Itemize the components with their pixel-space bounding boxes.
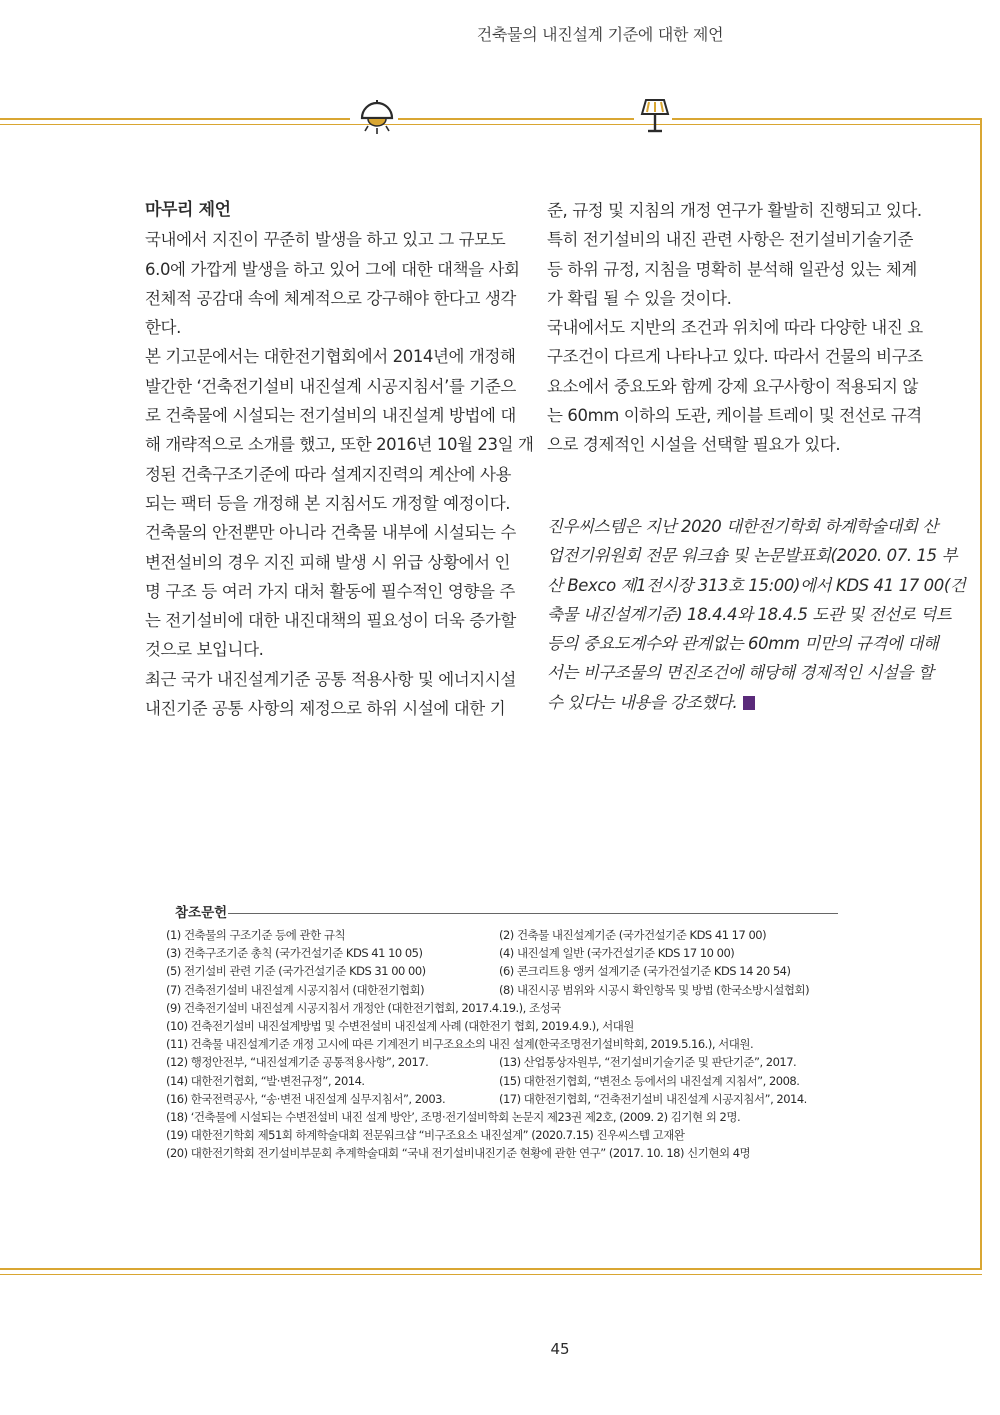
- reference-item: (20) 대한전기학회 전기설비부문회 추계학술대회 “국내 전기설비내진기준 현황에 관한 연구” (2017. 10. 18) 신기현외 4명: [166, 1146, 751, 1161]
- reference-item: (16) 한국전력공사, “송·변전 내진설계 실무지침서”, 2003.: [166, 1091, 446, 1106]
- header-rule-thin: [0, 124, 982, 125]
- section-heading: 마무리 제언: [145, 200, 231, 220]
- frame-right-edge: [980, 118, 982, 1270]
- reference-item: (1) 건축물의 구조기준 등에 관한 규칙: [166, 928, 346, 942]
- reference-item: (2) 건축물 내진설계기준 (국가건설기준 KDS 41 17 00): [499, 928, 767, 942]
- article-end-mark-icon: [743, 696, 755, 710]
- reference-row: [166, 1017, 866, 1035]
- paragraph-line: 는 60mm 이하의 도관, 케이블 트레이 및 전선로 규격: [547, 406, 922, 426]
- reference-row: [166, 1053, 866, 1071]
- reference-item: (15) 대한전기협회, “변전소 등에서의 내진설계 지침서”, 2008.: [499, 1073, 800, 1088]
- reference-row: [166, 999, 866, 1017]
- article-left-column: [145, 196, 534, 723]
- reference-item: (14) 대한전기협회, “발·변전규정”, 2014.: [166, 1073, 365, 1088]
- reference-item: (18) ‘건축물에 시설되는 수변전설비 내진 설계 방안’, 조명·전기설비학회 논문지 제23권 제2호, (2009. 2) 김기현 외 2명.: [166, 1109, 741, 1124]
- paragraph-line: 가 확립 될 수 있을 것이다.: [547, 288, 732, 308]
- reference-item: (10) 건축전기설비 내진설계방법 및 수변전설비 내진설계 사례 (대한전기 협회, 2019.4.9.), 서대원: [166, 1018, 634, 1033]
- note-line: 축물 내진설계기준) 18.4.4와 18.4.5 도관 및 전선로 덕트: [547, 604, 952, 624]
- reference-item: (9) 건축전기설비 내진설계 시공지침서 개정안 (대한전기협회, 2017.4.19.), 조성국: [166, 1000, 561, 1015]
- reference-row: [166, 1108, 866, 1126]
- paragraph-line: 으로 경제적인 시설을 선택할 필요가 있다.: [547, 435, 841, 455]
- paragraph-line: 전체적 공감대 속에 체계적으로 강구해야 한다고 생각: [145, 288, 516, 308]
- paragraph-line: 등 하위 규정, 지침을 명확히 분석해 일관성 있는 체계: [547, 259, 917, 279]
- page-number: 45: [550, 1340, 570, 1358]
- paragraph-line: 건축물의 안전뿐만 아니라 건축물 내부에 시설되는 수: [145, 523, 516, 543]
- reference-item: (11) 건축물 내진설계기준 개정 고시에 따른 기계전기 비구조요소의 내진 설계(한국조명전기설비학회, 2019.5.16.), 서대원.: [166, 1037, 754, 1052]
- note-line: 산 Bexco 제1전시장 313호 15:00)에서 KDS 41 17 00(건: [547, 575, 966, 595]
- reference-row: [166, 1035, 866, 1053]
- paragraph-line: 본 기고문에서는 대한전기협회에서 2014년에 개정해: [145, 347, 516, 367]
- header-rule-middle: [398, 118, 634, 120]
- reference-item: (4) 내진설계 일반 (국가건설기준 KDS 17 10 00): [499, 946, 735, 961]
- paragraph-line: 국내에서도 지반의 조건과 위치에 따라 다양한 내진 요: [547, 318, 923, 338]
- reference-item: (5) 전기설비 관련 기준 (국가건설기준 KDS 31 00 00): [166, 964, 426, 979]
- note-line: 진우씨스템은 지난 2020 대한전기학회 하계학술대회 산: [547, 517, 938, 536]
- paragraph-line: 는 전기설비에 대한 내진대책의 필요성이 더욱 증가할: [145, 611, 516, 631]
- reference-item: (7) 건축전기설비 내진설계 시공지침서 (대한전기협회): [166, 982, 425, 997]
- references-list: [166, 926, 866, 1162]
- paragraph-line: 해 개략적으로 소개를 했고, 또한 2016년 10월 23일 개: [145, 435, 534, 455]
- paragraph-line: 국내에서 지진이 꾸준히 발생을 하고 있고 그 규모도: [145, 230, 506, 250]
- paragraph-line: 정된 건축구조기준에 따라 설계지진력의 계산에 사용: [145, 464, 512, 484]
- table-lamp-icon: [638, 96, 672, 136]
- reference-item: (6) 콘크리트용 앵커 설계기준 (국가건설기준 KDS 14 20 54): [499, 964, 791, 979]
- reference-item: (3) 건축구조기준 총칙 (국가건설기준 KDS 41 10 05): [166, 946, 423, 961]
- references-rule: [228, 913, 838, 914]
- reference-row: [166, 962, 866, 980]
- reference-row: [166, 981, 866, 999]
- header-rule-left: [0, 118, 350, 120]
- paragraph-line: 되는 팩터 등을 개정해 본 지침서도 개정할 예정이다.: [145, 493, 511, 513]
- reference-row: [166, 944, 866, 962]
- paragraph-line: 발간한 ‘건축전기설비 내진설계 시공지침서’를 기준으: [145, 376, 516, 396]
- reference-item: (8) 내진시공 범위와 시공시 확인항목 및 방법 (한국소방시설협회): [499, 982, 810, 997]
- note-line: 서는 비구조물의 면진조건에 해당해 경제적인 시설을 할: [547, 663, 934, 683]
- reference-item: (13) 산업통상자원부, “전기설비기술기준 및 판단기준”, 2017.: [499, 1055, 797, 1070]
- note-line: 수 있다는 내용을 강조했다.: [547, 692, 738, 712]
- paragraph-line: 내진기준 공통 사항의 제정으로 하위 시설에 대한 기: [145, 699, 506, 719]
- ceiling-lamp-icon: [356, 98, 398, 138]
- paragraph-line: 최근 국가 내진설계기준 공통 적용사항 및 에너지시설: [145, 669, 516, 689]
- paragraph-line: 로 건축물에 시설되는 전기설비의 내진설계 방법에 대: [145, 406, 516, 426]
- reference-row: [166, 1144, 866, 1162]
- reference-row: [166, 1090, 866, 1108]
- reference-row: [166, 1126, 866, 1144]
- note-line: 업전기위원회 전문 워크숍 및 논문발표회(2020. 07. 15 부: [547, 546, 958, 566]
- article-note: [547, 512, 966, 717]
- header-rule-right: [672, 118, 982, 120]
- paragraph-line: 명 구조 등 여러 가지 대처 활동에 필수적인 영향을 주: [145, 581, 515, 601]
- reference-item: (17) 대한전기협회, “건축전기설비 내진설계 시공지침서”, 2014.: [499, 1091, 807, 1106]
- paragraph-line: 요소에서 중요도와 함께 강제 요구사항이 적용되지 않: [547, 376, 918, 396]
- paragraph-line: 특히 전기설비의 내진 관련 사항은 전기설비기술기준: [547, 230, 914, 250]
- paragraph-line: 한다.: [145, 318, 181, 338]
- paragraph-line: 구조건이 다르게 나타나고 있다. 따라서 건물의 비구조: [547, 347, 923, 367]
- page-header-title: 건축물의 내진설계 기준에 대한 제언: [476, 25, 724, 44]
- paragraph-line: 변전설비의 경우 지진 피해 발생 시 위급 상황에서 인: [145, 552, 511, 572]
- reference-item: (19) 대한전기학회 제51회 하계학술대회 전문워크샵 “비구조요소 내진설계” (2020.7.15) 진우씨스템 고재완: [166, 1128, 685, 1143]
- paragraph-line: 것으로 보입니다.: [145, 640, 264, 660]
- note-line: 등의 중요도계수와 관계없는 60mm 미만의 규격에 대해: [547, 634, 939, 654]
- reference-item: (12) 행정안전부, “내진설계기준 공통적용사항”, 2017.: [166, 1055, 429, 1070]
- paragraph-line: 준, 규정 및 지침의 개정 연구가 활발히 진행되고 있다.: [547, 201, 922, 220]
- footer-rule-thin: [0, 1274, 982, 1275]
- references-title: 참조문헌: [175, 905, 228, 921]
- article-right-column: [547, 196, 927, 460]
- paragraph-line: 6.0에 가깝게 발생을 하고 있어 그에 대한 대책을 사회: [145, 259, 520, 279]
- reference-row: [166, 926, 866, 944]
- footer-rule: [0, 1268, 982, 1270]
- reference-row: [166, 1072, 866, 1090]
